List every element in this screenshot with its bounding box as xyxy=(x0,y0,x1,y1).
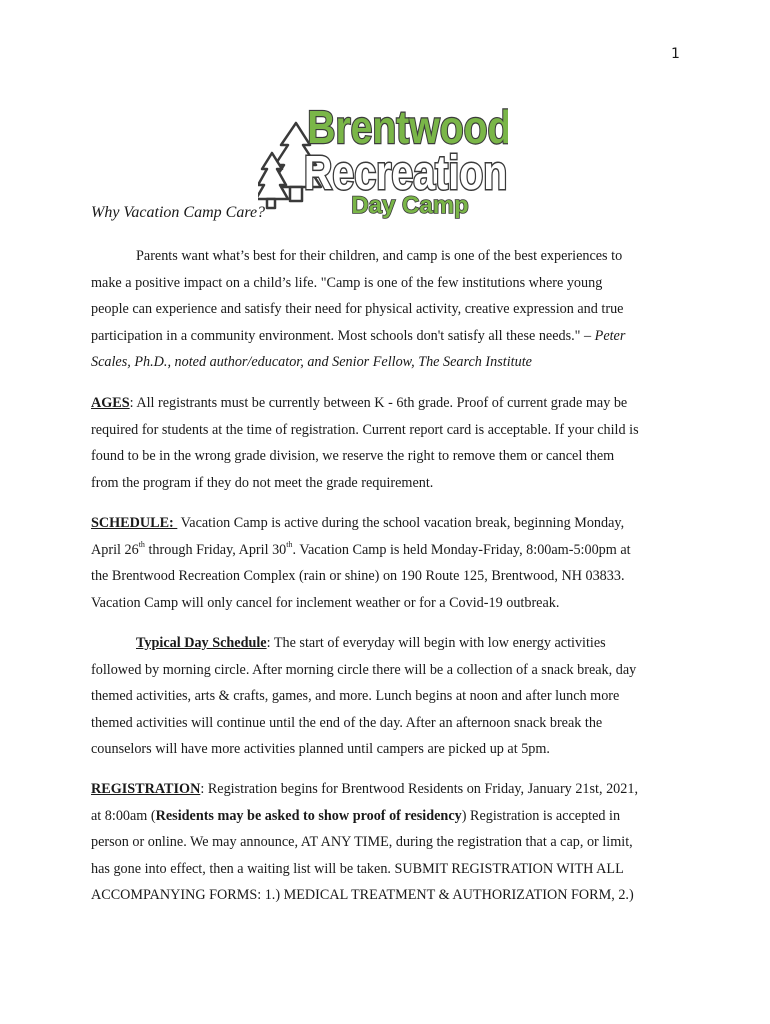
typical-line-2: followed by morning circle. After morning circle there will be a collection of a snack break, day xyxy=(91,661,637,678)
schedule-end-date: through Friday, April 30 xyxy=(144,541,287,558)
residency-notice: Residents may be asked to show proof of residency xyxy=(155,807,462,824)
registration-line-2 xyxy=(91,803,691,830)
registration-label: REGISTRATION xyxy=(91,781,201,797)
schedule-label: SCHEDULE: xyxy=(91,515,178,531)
registration-time: at 8:00am ( xyxy=(91,807,156,824)
registration-line-4: has gone into effect, then a waiting list will be taken. SUBMIT REGISTRATION WITH ALL xyxy=(91,860,624,877)
ages-line-1 xyxy=(91,390,691,417)
typical-line-4: themed activities will continue until the end of the day. After an afternoon snack break the xyxy=(91,714,603,731)
why-line-5 xyxy=(91,349,691,376)
typical-day-paragraph xyxy=(91,630,691,763)
registration-line-5: ACCOMPANYING FORMS: 1.) MEDICAL TREATMENT & AUTHORIZATION FORM, 2.) xyxy=(91,887,634,904)
ages-line-4: from the program if they do not meet the grade requirement. xyxy=(91,474,434,491)
brentwood-recreation-day-camp-logo xyxy=(258,95,508,220)
typical-day-label: Typical Day Schedule xyxy=(136,635,267,651)
page-number: 1 xyxy=(671,46,680,62)
typical-line-5: counselors will have more activities planned until campers are picked up at 5pm. xyxy=(91,741,550,758)
why-line-2: make a positive impact on a child’s life. "Camp is one of the few institutions where young xyxy=(91,274,603,291)
logo-line2: Recreation xyxy=(303,146,508,200)
schedule-line-1-text: Vacation Camp is active during the school vacation break, beginning Monday, xyxy=(177,515,625,531)
schedule-line-1 xyxy=(91,510,691,537)
ordinal-suffix: th xyxy=(138,539,145,549)
typical-line-3: themed activities, arts & crafts, games, and more. Lunch begins at noon and after lunch more xyxy=(91,688,620,705)
typical-line-1 xyxy=(91,630,691,657)
schedule-start-date: April 26 xyxy=(91,541,139,558)
why-line-1: Parents want what’s best for their children, and camp is one of the best experiences to xyxy=(136,248,623,264)
schedule-line-3: the Brentwood Recreation Complex (rain or shine) on 190 Route 125, Brentwood, NH 03833. xyxy=(91,568,625,585)
why-line-4-text: participation in a community environment. Most schools don't satisfy all these needs." – xyxy=(91,327,595,344)
registration-paragraph xyxy=(91,776,691,909)
ordinal-suffix: th xyxy=(286,539,293,549)
ages-line-3: found to be in the wrong grade division, we reserve the right to remove them or cancel them xyxy=(91,448,615,465)
ages-label: AGES xyxy=(91,395,130,411)
registration-line-3: person or online. We may announce, AT ANY TIME, during the registration that a cap, or limit, xyxy=(91,834,633,851)
why-line-4 xyxy=(91,323,691,350)
section-heading-why: Why Vacation Camp Care? xyxy=(91,204,266,221)
schedule-line-4: Vacation Camp will only cancel for inclement weather or for a Covid-19 outbreak. xyxy=(91,594,560,611)
quote-attribution: Scales, Ph.D., noted author/educator, and Senior Fellow, The Search Institute xyxy=(91,354,532,371)
typical-line-1-text: : The start of everyday will begin with low energy activities xyxy=(266,635,606,651)
why-line-3: people can experience and satisfy their need for physical activity, creative expression and true xyxy=(91,301,624,318)
logo-graphic xyxy=(258,95,508,220)
ages-paragraph xyxy=(91,390,691,496)
logo-line3: Day Camp xyxy=(351,192,469,219)
schedule-hours: . Vacation Camp is held Monday-Friday, 8:00am-5:00pm at xyxy=(292,541,631,558)
registration-line-1 xyxy=(91,776,691,803)
registration-line-2-text: ) Registration is accepted in xyxy=(461,807,621,824)
ages-line-2: required for students at the time of registration. Current report card is acceptable. If your child is xyxy=(91,421,639,438)
registration-line-1-text: : Registration begins for Brentwood Residents on Friday, January 21st, 2021, xyxy=(200,781,638,797)
schedule-line-2 xyxy=(91,537,691,564)
logo-line1: Brentwood xyxy=(307,102,508,154)
why-line-4-author: Peter xyxy=(594,327,626,344)
why-paragraph xyxy=(91,243,691,376)
ages-line-1-text: : All registrants must be currently between K - 6th grade. Proof of current grade may be xyxy=(129,395,628,411)
schedule-paragraph xyxy=(91,510,691,616)
